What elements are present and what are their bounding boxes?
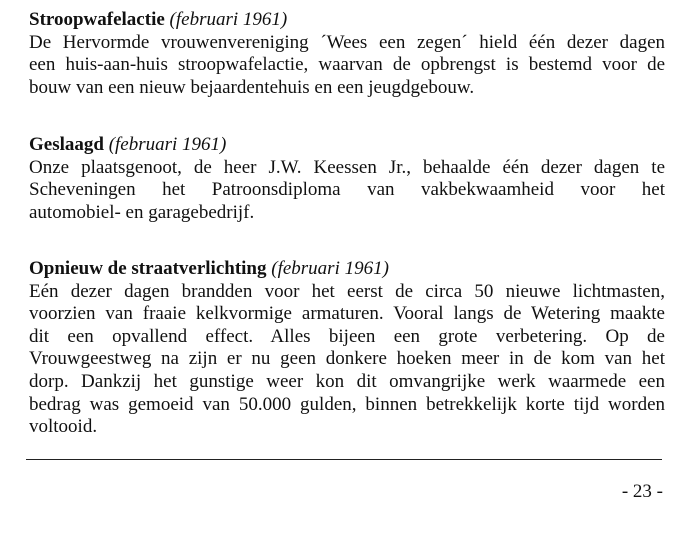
article-geslaagd [29,134,665,224]
article-heading [29,134,665,157]
article-heading [29,9,665,32]
body-line: een huis-aan-huis stroopwafelactie, waarvan de opbrengst is bestemd voor de [29,54,665,76]
body-line: bedrag was gemoeid van 50.000 gulden, binnen betrekkelijk korte tijd worden [29,393,665,415]
article-title: Opnieuw de straatverlichting [29,258,267,279]
body-line: voorzien van fraaie kelkvormige armaturen. Vooral langs de Wetering maakte [29,303,665,325]
article-title: Stroopwafelactie [29,9,165,30]
body-line: dit een opvallend effect. Alles bijeen een grote verbetering. Op de [29,325,665,347]
body-line: bouw van een nieuw bejaardentehuis en een jeugdgebouw. [29,76,475,98]
body-line: Onze plaatsgenoot, de heer J.W. Keessen Jr., behaalde één dezer dagen te [29,156,665,178]
page-number: - 23 - [621,481,663,502]
article-date: (februari 1961) [271,258,389,279]
article-straatverlichting [29,258,665,439]
horizontal-rule [26,459,662,460]
body-line: dorp. Dankzij het gunstige weer kon dit omvangrijke werk waarmede een [29,370,665,392]
body-line: automobiel- en garagebedrijf. [29,201,255,223]
article-stroopwafelactie [29,9,665,99]
body-line: Eén dezer dagen brandden voor het eerst de circa 50 nieuwe lichtmasten, [29,280,665,302]
article-date: (februari 1961) [169,9,288,30]
body-line: Vrouwgeestweg na zijn er nu geen donkere hoeken meer in de kom van het [29,348,665,370]
body-line: De Hervormde vrouwenvereniging ´Wees een zegen´ hield één dezer dagen [29,31,665,53]
article-heading [29,258,665,281]
article-title: Geslaagd [29,134,104,155]
body-line: voltooid. [29,416,98,438]
body-line: Scheveningen het Patroonsdiploma van vakbekwaamheid voor het [29,179,665,201]
article-date: (februari 1961) [108,134,227,155]
